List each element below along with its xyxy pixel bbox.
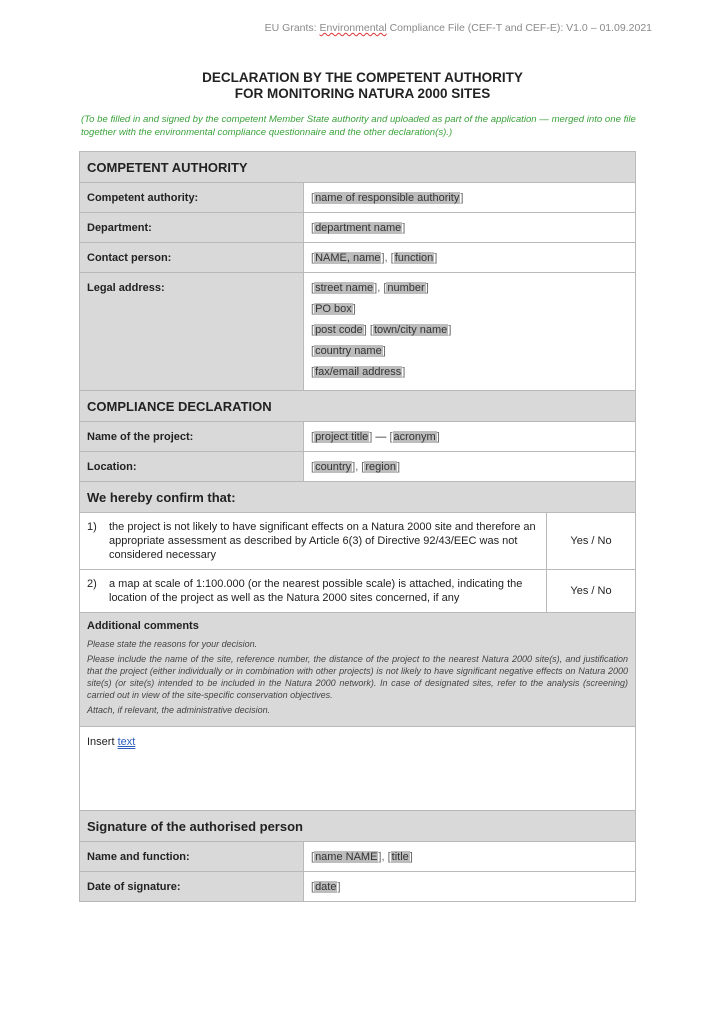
header-prefix: EU Grants: <box>264 22 320 34</box>
confirm-item-text: a map at scale of 1:100.000 (or the nearest possible scale) is attached, indicating the location of the project as well as the Natura 2000 sites concerned, if any <box>109 578 523 604</box>
comments-instruction-3: Attach, if relevant, the administrative decision. <box>87 705 271 715</box>
signature-date-placeholder: date <box>315 880 337 893</box>
confirm-item-1-answer[interactable]: Yes / No <box>547 513 636 570</box>
confirm-item-1 <box>80 513 547 570</box>
street-placeholder: street name <box>315 282 374 294</box>
confirm-heading: We hereby confirm that: <box>80 482 636 513</box>
location-label: Location: <box>80 452 304 482</box>
competent-authority-label: Competent authority: <box>80 183 304 213</box>
instructions-note: (To be filled in and signed by the competent Member State authority and uploaded as part of the application — merged into one file together with the environmental compliance questionnaire and the other declaration(s).) <box>81 114 636 138</box>
confirm-item-2-answer[interactable]: Yes / No <box>547 570 636 613</box>
insert-text-link[interactable]: text <box>117 736 136 748</box>
fax-email-placeholder: fax/email address <box>315 366 402 378</box>
page-title <box>0 70 725 102</box>
project-title-placeholder: project title <box>315 430 369 443</box>
project-name-field[interactable]: [project title] — [acronym] <box>304 422 636 452</box>
location-region-placeholder: region <box>365 460 396 473</box>
confirm-item-text: the project is not likely to have significant effects on a Natura 2000 site and therefore an appropriate assessment as described by Article 6(3) of Directive 92/43/EEC was not considered necessary <box>109 521 536 561</box>
document-header-note <box>265 22 652 34</box>
department-field[interactable]: [department name] <box>304 213 636 243</box>
comments-instruction-2: Please include the name of the site, reference number, the distance of the project to the nearest Natura 2000 site(s), and justification that the project (either individually or in combination with other projects) is not likely to have significant negative effects on Natura 2000 site(s) (or site(s) intended to be included in the Natura 2000 network). In case of designated sites, refer to the analysis (screening) carried out in view of the site-specific conservation objectives. <box>87 654 629 700</box>
additional-comments-heading: Additional comments <box>87 620 199 632</box>
section-signature: Signature of the authorised person <box>80 811 636 842</box>
confirm-item-number: 1) <box>87 521 97 533</box>
insert-prefix: Insert <box>87 736 118 748</box>
country-placeholder: country name <box>315 345 382 357</box>
title-line-2: FOR MONITORING NATURA 2000 SITES <box>234 86 491 101</box>
legal-address-field[interactable]: [street name], [number] [PO box] [post code] [town/city name] [country name] [fax/email address] <box>304 273 636 391</box>
department-placeholder: department name <box>315 221 402 234</box>
contact-person-field[interactable]: [NAME, name], [function] <box>304 243 636 273</box>
additional-comments-instructions <box>80 613 636 727</box>
section-competent-authority: COMPETENT AUTHORITY <box>80 152 636 183</box>
signature-date-field[interactable]: [date] <box>304 872 636 902</box>
name-function-label: Name and function: <box>80 842 304 872</box>
competent-authority-field[interactable]: [name of responsible authority] <box>304 183 636 213</box>
confirm-item-number: 2) <box>87 578 97 590</box>
contact-function-placeholder: function <box>394 251 434 264</box>
confirm-item-2 <box>80 570 547 613</box>
po-box-placeholder: PO box <box>315 303 352 315</box>
number-placeholder: number <box>387 282 425 294</box>
header-suffix: Compliance File (CEF-T and CEF-E): V1.0 – 01.09.2021 <box>386 22 652 34</box>
declaration-form <box>79 151 636 902</box>
location-country-placeholder: country <box>315 460 352 473</box>
signer-title-placeholder: title <box>391 850 409 863</box>
signer-name-placeholder: name NAME <box>315 850 378 863</box>
post-code-placeholder: post code <box>315 324 363 336</box>
contact-name-placeholder: NAME, name <box>315 251 381 264</box>
project-separator: — <box>372 430 390 443</box>
section-compliance-declaration: COMPLIANCE DECLARATION <box>80 391 636 422</box>
name-function-field[interactable]: [name NAME], [title] <box>304 842 636 872</box>
legal-address-label: Legal address: <box>80 273 304 391</box>
acronym-placeholder: acronym <box>393 430 436 443</box>
contact-person-label: Contact person: <box>80 243 304 273</box>
location-field[interactable]: [country], [region] <box>304 452 636 482</box>
department-label: Department: <box>80 213 304 243</box>
town-placeholder: town/city name <box>373 324 448 336</box>
signature-date-label: Date of signature: <box>80 872 304 902</box>
project-name-label: Name of the project: <box>80 422 304 452</box>
title-line-1: DECLARATION BY THE COMPETENT AUTHORITY <box>202 70 523 85</box>
comments-instruction-1: Please state the reasons for your decision. <box>87 639 258 649</box>
additional-comments-input[interactable] <box>80 727 636 811</box>
header-spellcheck-word: Environmental <box>319 22 387 34</box>
competent-authority-placeholder: name of responsible authority <box>315 191 460 204</box>
